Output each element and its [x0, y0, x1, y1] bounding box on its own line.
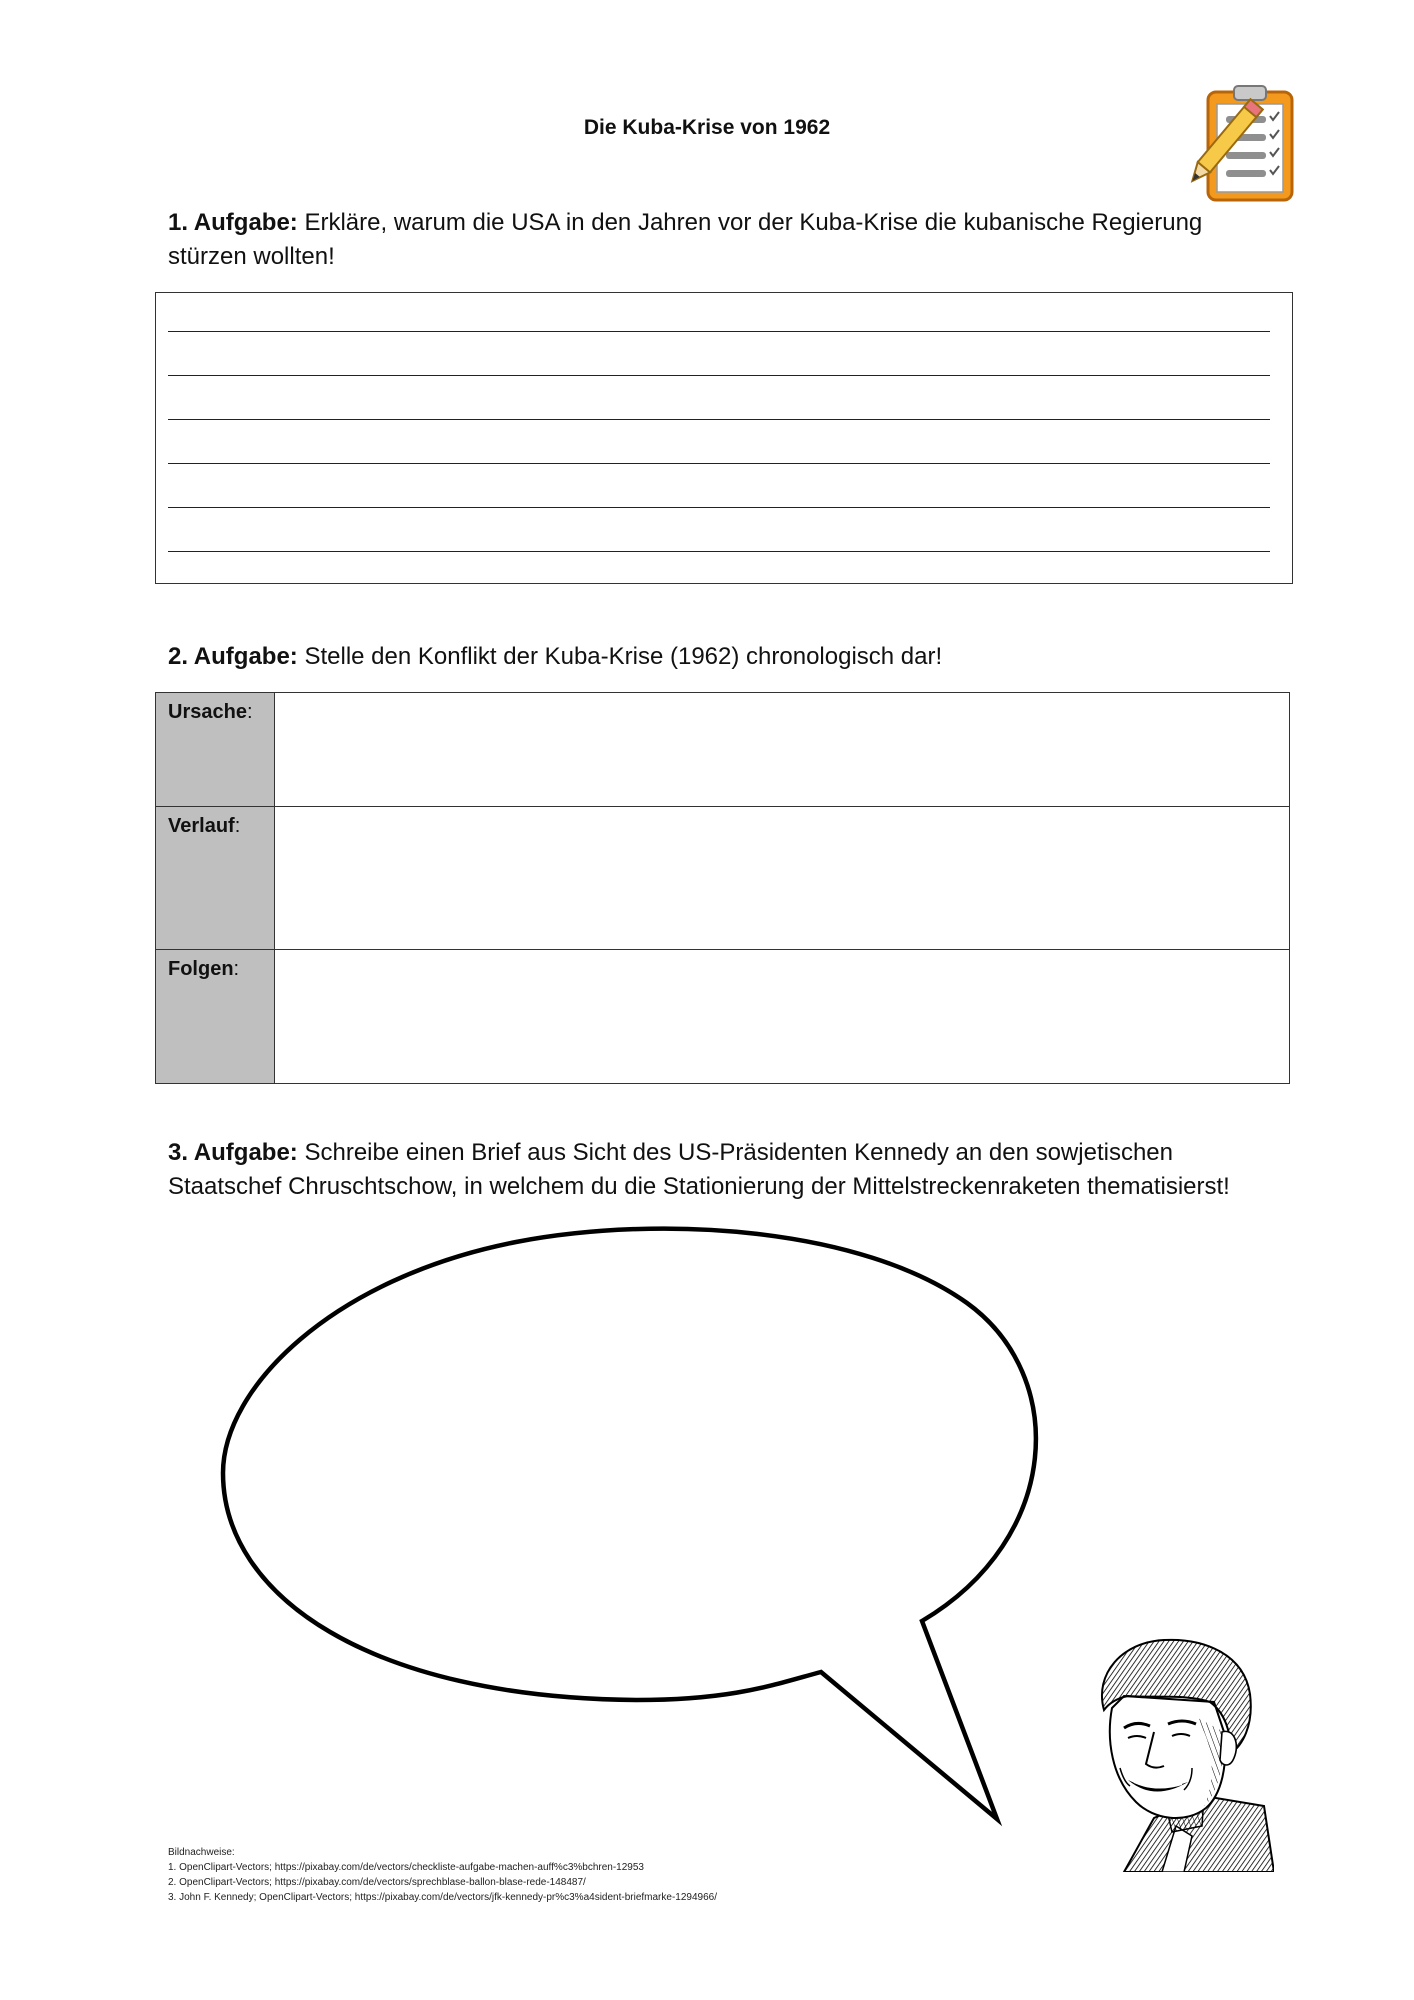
task2-label: 2. Aufgabe: [168, 643, 298, 670]
chronology-table [155, 692, 1290, 1084]
table-row [156, 950, 1290, 1084]
table-row [156, 693, 1290, 807]
clipboard-checklist-icon [1186, 84, 1302, 208]
task2-prompt [168, 640, 1278, 674]
credit-item: 3. John F. Kennedy; OpenClipart-Vectors; https://pixabay.com/de/vectors/jfk-kennedy-pr%c3%a4sident-briefmarke-1294966/ [168, 1892, 717, 1903]
task1-text-line1: Erkläre, warum die USA in den Jahren vor der Kuba-Krise die kubanische Regierung [297, 209, 1203, 236]
credit-item: 1. OpenClipart-Vectors; https://pixabay.com/de/vectors/checkliste-aufgabe-machen-auff%c3%bchren-12953 [168, 1862, 644, 1873]
answer-line[interactable] [168, 419, 1270, 420]
verlauf-answer-cell[interactable] [275, 807, 1290, 950]
answer-line[interactable] [168, 551, 1270, 552]
row-label-verlauf: Verlauf: [156, 807, 275, 950]
task2-text: Stelle den Konflikt der Kuba-Krise (1962) chronologisch dar! [297, 643, 943, 670]
row-label-ursache: Ursache: [156, 693, 275, 807]
task1-text-line2: stürzen wollten! [168, 243, 335, 270]
credits-heading: Bildnachweise: [168, 1847, 235, 1858]
task1-answer-box[interactable] [155, 292, 1293, 584]
answer-line[interactable] [168, 331, 1270, 332]
task1-label: 1. Aufgabe: [168, 209, 298, 236]
answer-line[interactable] [168, 463, 1270, 464]
folgen-answer-cell[interactable] [275, 950, 1290, 1084]
credit-item: 2. OpenClipart-Vectors; https://pixabay.com/de/vectors/sprechblase-ballon-blase-rede-148487/ [168, 1877, 586, 1888]
speech-bubble[interactable] [210, 1220, 1050, 1840]
task3-label: 3. Aufgabe: [168, 1139, 298, 1166]
task3-text-line1: Schreibe einen Brief aus Sicht des US-Präsidenten Kennedy an den sowjetischen [297, 1139, 1173, 1166]
table-row [156, 807, 1290, 950]
kennedy-portrait [1084, 1636, 1274, 1872]
task3-prompt [168, 1136, 1328, 1204]
row-label-folgen: Folgen: [156, 950, 275, 1084]
task1-prompt [168, 206, 1278, 274]
ursache-answer-cell[interactable] [275, 693, 1290, 807]
image-credits [168, 1845, 717, 1905]
answer-line[interactable] [168, 507, 1270, 508]
page-title: Die Kuba-Krise von 1962 [583, 116, 831, 139]
task3-text-line2: Staatschef Chruschtschow, in welchem du die Stationierung der Mittelstreckenraketen thematisierst! [168, 1173, 1230, 1200]
answer-line[interactable] [168, 375, 1270, 376]
